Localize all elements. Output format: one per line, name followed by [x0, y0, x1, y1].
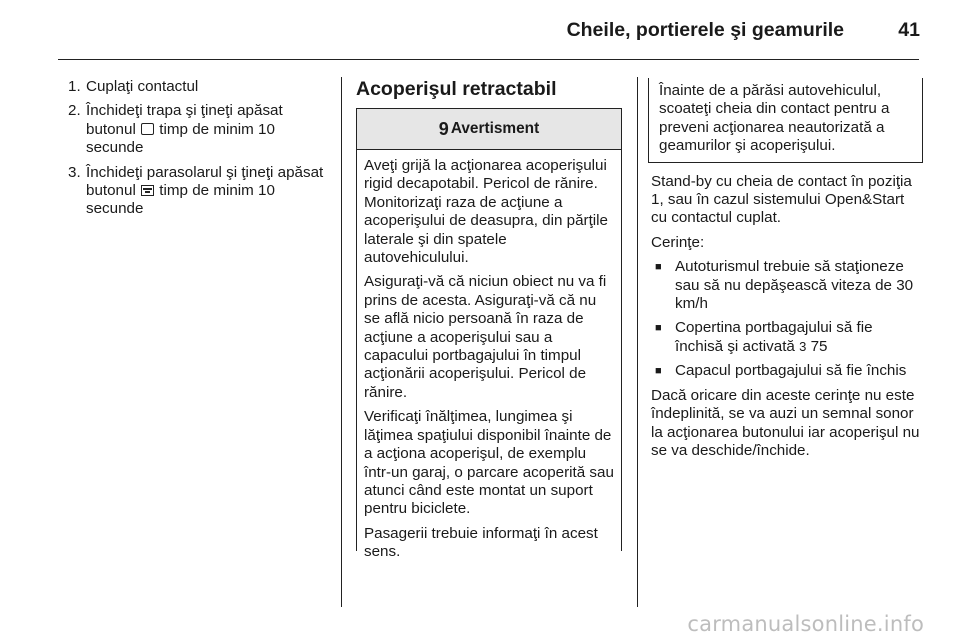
- warning-title: Avertisment: [450, 119, 540, 137]
- intro-paragraph: Stand-by cu cheia de contact în poziţia 1, sau în cazul sistemului Open&Start cu contactul cuplat.: [651, 172, 912, 227]
- list-item-text: [675, 319, 921, 356]
- list-item: [651, 319, 921, 356]
- requirements-list: [651, 258, 921, 380]
- step-text-after: timp de minim 10 secunde: [86, 120, 275, 157]
- step-text: Cuplaţi contactul: [86, 78, 199, 95]
- column-divider-right: [637, 77, 638, 607]
- warning-paragraph: Verificaţi înălţimea, lungimea şi lăţimea spaţiului disponibil înainte de a acţiona acoperişul, de exemplu într-un garaj, o parcare acoperită sau atunci când este montat un suport pentru biciclete.: [364, 408, 614, 518]
- sunroof-button-icon: [141, 123, 154, 135]
- list-item-text: Capacul portbagajului să fie închis: [675, 362, 907, 380]
- note-box: [648, 78, 923, 163]
- watermark: carmanualsonline.info: [687, 612, 924, 636]
- step-text: [86, 102, 330, 157]
- list-item-text: Autoturismul trebuie să staţioneze sau să nu depăşească viteza de 30 km/h: [675, 258, 914, 313]
- section-title: Acoperişul retractabil: [356, 78, 557, 100]
- column-divider-left: [341, 77, 342, 607]
- sunshade-button-icon: [141, 185, 154, 196]
- warning-body: [357, 150, 621, 562]
- procedure-steps: [68, 78, 330, 219]
- step-number: 3.: [68, 163, 81, 181]
- step-text-before: Închideţi parasolarul şi ţineţi apăsat butonul: [86, 163, 324, 200]
- warning-paragraph: Pasagerii trebuie informaţi în acest sens.: [364, 524, 598, 561]
- warning-header: [357, 108, 621, 150]
- step-3: [68, 164, 330, 219]
- list-item: [651, 362, 921, 380]
- header-divider: [58, 59, 919, 60]
- step-1: [68, 78, 330, 96]
- step-text: [86, 164, 330, 219]
- step-text-after: timp de minim 10 secunde: [86, 182, 275, 218]
- list-item: [651, 258, 921, 313]
- step-number: 2.: [68, 102, 81, 120]
- final-paragraph: Dacă oricare din aceste cerinţe nu este îndeplinită, se va auzi un semnal sonor la acţionarea butonului iar acoperişul nu se va deschide/închide.: [651, 386, 920, 459]
- warning-paragraph: Asiguraţi-vă că niciun obiect nu va fi prins de acesta. Asiguraţi-vă că nu se află nicio persoană în raza de acţiune a acoperişului sau a capacului portbagajului în timpul acţionării acoperişului. Pericol de rănire.: [364, 273, 607, 401]
- left-column: [68, 78, 330, 225]
- page-reference-arrow-icon: 3: [799, 338, 807, 354]
- list-item-text-main: Copertina portbagajului să fie închisă şi activată: [675, 319, 873, 355]
- right-column: [651, 78, 921, 466]
- page-number: 41: [898, 19, 920, 41]
- requirements-label: Cerinţe:: [651, 233, 705, 251]
- page-reference-link[interactable]: 75: [810, 337, 828, 355]
- warning-box: [356, 108, 622, 561]
- warning-paragraph: Aveţi grijă la acţionarea acoperişului rigid decapotabil. Pericol de rănire. Monitorizaţi raza de acţiune a acoperişului de deasupra, din părţile laterale şi din spatele autovehiculului.: [364, 157, 609, 267]
- note-text: Înainte de a părăsi autovehiculul, scoateţi cheia din contact pentru a preveni acţionarea neautorizată a geamurilor şi acoperişului.: [659, 82, 890, 155]
- step-text-before: Închideţi trapa şi ţineţi apăsat butonul: [86, 102, 283, 138]
- step-2: [68, 102, 330, 157]
- warning-triangle-icon: 9: [438, 118, 449, 139]
- step-number: 1.: [68, 78, 81, 95]
- bullet-icon: ■: [655, 322, 662, 335]
- page-title: Cheile, portierele şi geamurile: [566, 19, 844, 41]
- bullet-icon: ■: [655, 261, 662, 274]
- bullet-icon: ■: [655, 365, 662, 378]
- middle-column: [356, 78, 622, 561]
